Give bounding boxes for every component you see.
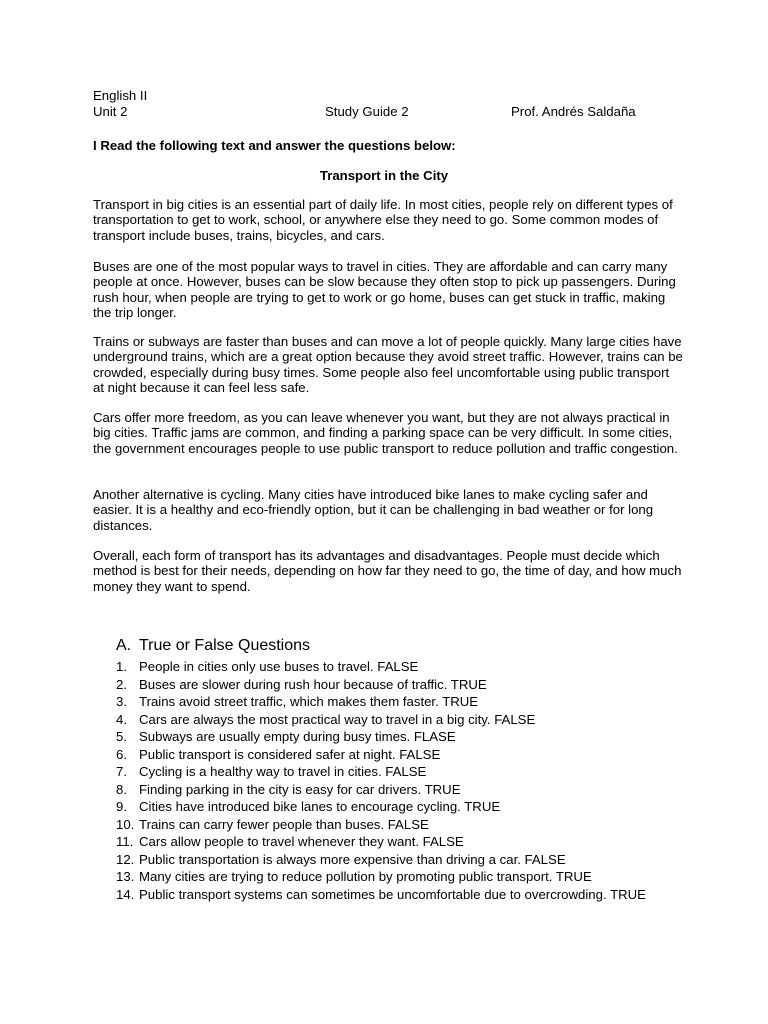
item-text: Public transport systems can sometimes be uncomfortable due to overcrowding. TRUE bbox=[139, 886, 646, 902]
item-text: Subways are usually empty during busy times. FLASE bbox=[139, 729, 456, 744]
list-item bbox=[116, 728, 686, 746]
item-text: Public transportation is always more expensive than driving a car. FALSE bbox=[139, 851, 566, 867]
item-text: Buses are slower during rush hour because of traffic. TRUE bbox=[139, 676, 487, 692]
item-text: Cities have introduced bike lanes to encourage cycling. TRUE bbox=[139, 799, 501, 814]
instruction-text: I Read the following text and answer the questions below: bbox=[93, 138, 456, 153]
list-item bbox=[116, 693, 686, 711]
list-item bbox=[116, 711, 686, 729]
item-number: 4. bbox=[116, 711, 127, 727]
item-number: 5. bbox=[116, 729, 127, 744]
course-name: English II bbox=[93, 88, 148, 103]
item-text: Trains can carry fewer people than buses. FALSE bbox=[139, 816, 429, 832]
item-number: 3. bbox=[116, 694, 127, 709]
item-text: Public transport is considered safer at night. FALSE bbox=[139, 746, 441, 762]
item-text: Cars are always the most practical way to travel in a big city. FALSE bbox=[139, 711, 536, 727]
reading-paragraph: Buses are one of the most popular ways to travel in cities. They are affordable and can carry many people at once. However, buses can be slow because they often stop to pick up passengers. During rush hour, when people are trying to get to work or go home, buses can get stuck in traffic, making the trip longer. bbox=[93, 259, 676, 320]
item-number: 1. bbox=[116, 659, 127, 674]
list-item bbox=[116, 658, 686, 676]
item-number: 7. bbox=[116, 764, 127, 779]
item-text: Finding parking in the city is easy for car drivers. TRUE bbox=[139, 781, 461, 797]
reading-paragraph: Trains or subways are faster than buses and can move a lot of people quickly. Many large cities have underground trains, which are a great option because they avoid street traffic. However, trains can be crowded, especially during busy times. Some people also feel uncomfortable using public transport at night because it can feel less safe. bbox=[93, 334, 683, 395]
reading-title: Transport in the City bbox=[319, 168, 449, 183]
unit-label: Unit 2 bbox=[93, 104, 128, 119]
item-number: 13. bbox=[116, 869, 135, 884]
section-a-title: True or False Questions bbox=[139, 637, 311, 654]
list-item bbox=[116, 833, 686, 851]
list-item bbox=[116, 868, 686, 886]
list-item bbox=[116, 851, 686, 869]
reading-paragraph: Overall, each form of transport has its advantages and disadvantages. People must decide which method is best for their needs, depending on how far they need to go, the time of day, and how much money they want to spend. bbox=[93, 548, 682, 594]
list-item bbox=[116, 676, 686, 694]
list-item bbox=[116, 746, 686, 764]
item-number: 12. bbox=[116, 851, 135, 867]
list-item bbox=[116, 886, 686, 904]
item-number: 2. bbox=[116, 676, 127, 692]
item-text: Cars allow people to travel whenever they want. FALSE bbox=[139, 834, 464, 849]
item-number: 6. bbox=[116, 746, 127, 762]
section-a-letter: A. bbox=[116, 637, 132, 654]
list-item bbox=[116, 798, 686, 816]
professor-name: Prof. Andrés Saldaña bbox=[511, 104, 636, 119]
true-false-list bbox=[116, 658, 686, 903]
list-item bbox=[116, 816, 686, 834]
item-number: 8. bbox=[116, 781, 127, 797]
reading-paragraph: Another alternative is cycling. Many cities have introduced bike lanes to make cycling safer and easier. It is a healthy and eco-friendly option, but it can be challenging in bad weather or for long distances. bbox=[93, 487, 654, 533]
reading-paragraph: Transport in big cities is an essential part of daily life. In most cities, people rely on different types of transportation to get to work, school, or anywhere else they need to go. Some common modes of transport include buses, trains, bicycles, and cars. bbox=[93, 197, 673, 243]
item-number: 14. bbox=[116, 886, 135, 902]
reading-title-row bbox=[0, 168, 768, 184]
item-number: 9. bbox=[116, 799, 127, 814]
reading-paragraph: Cars offer more freedom, as you can leave whenever you want, but they are not always practical in big cities. Traffic jams are common, and finding a parking space can be very difficult. In some cities, the government encourages people to use public transport to reduce pollution and traffic congestion. bbox=[93, 410, 678, 456]
item-number: 10. bbox=[116, 816, 135, 832]
item-text: Trains avoid street traffic, which makes them faster. TRUE bbox=[139, 694, 479, 709]
item-text: People in cities only use buses to travel. FALSE bbox=[139, 659, 419, 674]
study-guide-label: Study Guide 2 bbox=[325, 104, 409, 119]
item-text: Cycling is a healthy way to travel in cities. FALSE bbox=[139, 764, 427, 779]
item-number: 11. bbox=[116, 834, 134, 849]
item-text: Many cities are trying to reduce pollution by promoting public transport. TRUE bbox=[139, 869, 592, 884]
list-item bbox=[116, 781, 686, 799]
list-item bbox=[116, 763, 686, 781]
section-a-heading bbox=[116, 637, 310, 655]
